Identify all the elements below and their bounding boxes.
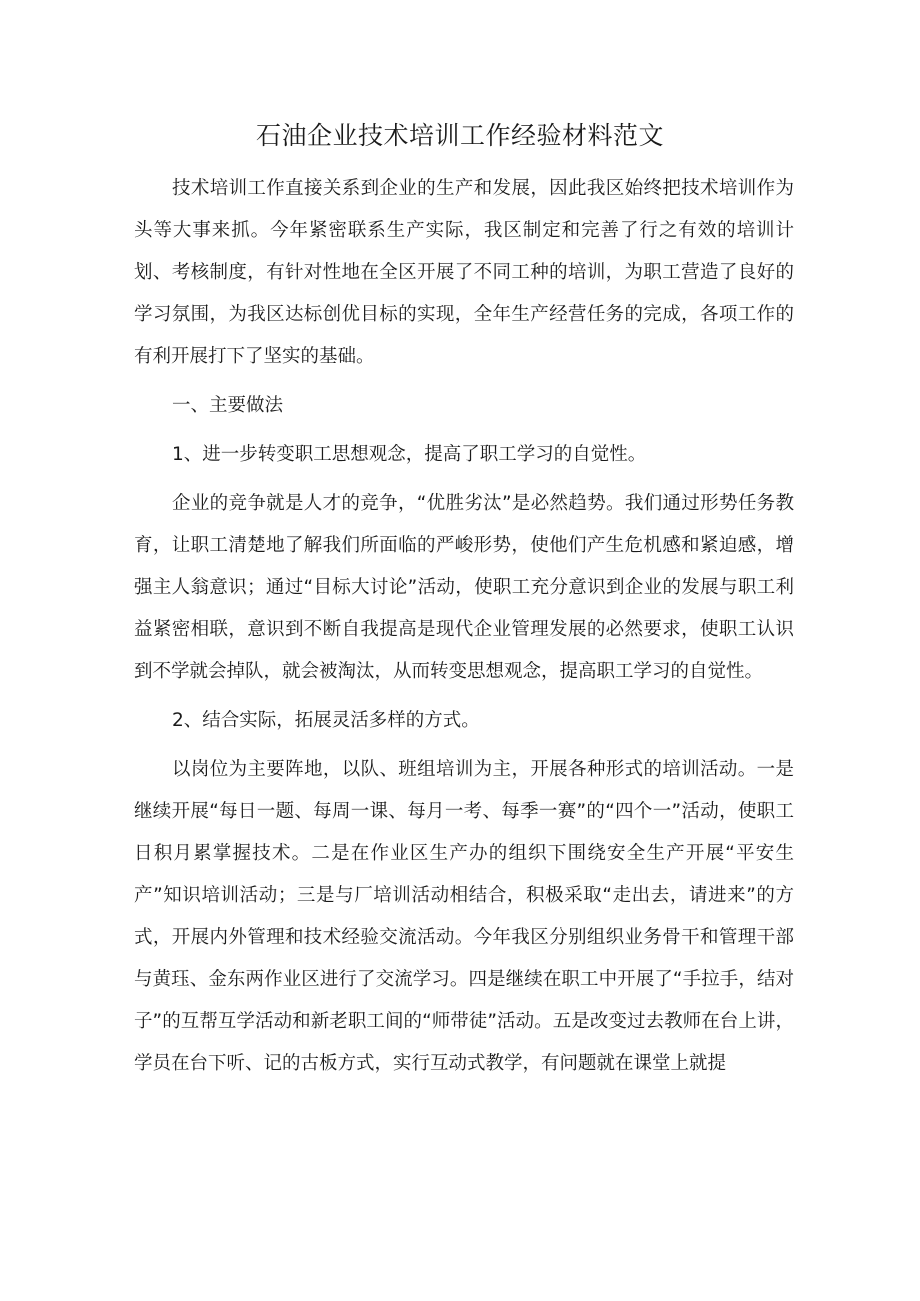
document-title: 石油企业技术培训工作经验材料范文 [255,121,664,150]
section-heading-main-methods: 一、主要做法 [172,395,284,416]
document-body [134,168,794,1085]
body-paragraph-2: 以岗位为主要阵地，以队、班组培训为主，开展各种形式的培训活动。一是继续开展“每日一题、每周一课、每月一考、每季一赛”的“四个一”活动，使职工日积月累掌握技术。二是在作业区生产办的组织下围绕安全生产开展“平安生产”知识培训活动；三是与厂培训活动相结合，积极采取“走出去，请进来”的方式，开展内外管理和技术经验交流活动。今年我区分别组织业务骨干和管理干部与黄珏、金东两作业区进行了交流学习。四是继续在职工中开展了“手拉手，结对子”的互帮互学活动和新老职工间的“师带徒”活动。五是改变过去教师在台上讲，学员在台下听、记的古板方式，实行互动式教学，有问题就在课堂上就提 [134,759,794,1074]
body-paragraph-1: 企业的竞争就是人才的竞争，“优胜劣汰”是必然趋势。我们通过形势任务教育，让职工清楚地了解我们所面临的严峻形势，使他们产生危机感和紧迫感，增强主人翁意识；通过“目标大讨论”活动，使职工充分意识到企业的发展与职工利益紧密相联，意识到不断自我提高是现代企业管理发展的必然要求，使职工认识到不学就会掉队，就会被淘汰，从而转变思想观念，提高职工学习的自觉性。 [134,493,794,682]
subheading-1: 1、进一步转变职工思想观念，提高了职工学习的自觉性。 [172,444,647,465]
subheading-2: 2、结合实际，拓展灵活多样的方式。 [172,710,480,731]
intro-paragraph: 技术培训工作直接关系到企业的生产和发展，因此我区始终把技术培训作为头等大事来抓。今年紧密联系生产实际，我区制定和完善了行之有效的培训计划、考核制度，有针对性地在全区开展了不同工种的培训，为职工营造了良好的学习氛围，为我区达标创优目标的实现，全年生产经营任务的完成，各项工作的有利开展打下了坚实的基础。 [134,178,794,367]
